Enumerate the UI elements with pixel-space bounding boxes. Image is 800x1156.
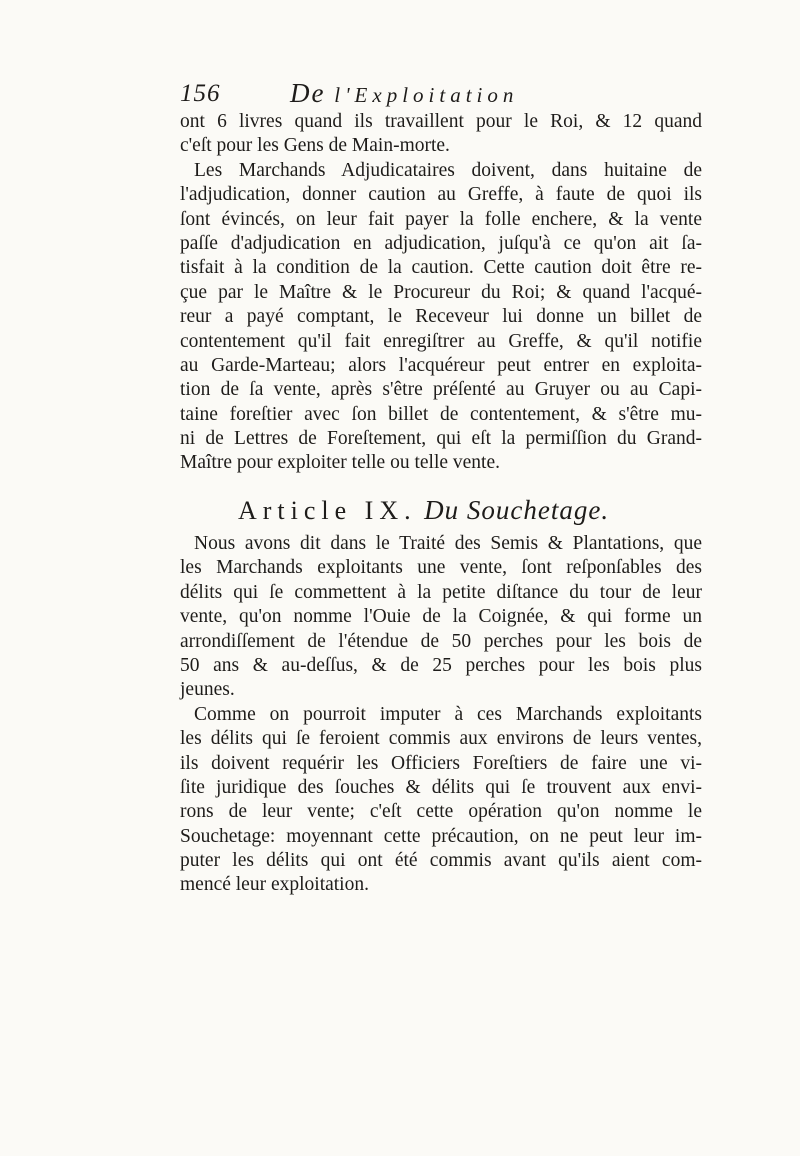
running-title-de: De	[290, 78, 326, 108]
article-label: Article IX.	[238, 496, 417, 525]
text-line: Maître pour exploiter telle ou telle vente.	[180, 452, 501, 474]
text-line: çue par le Maître & le Procureur du Roi; & quand l'acqué-	[180, 281, 702, 303]
text-line: délits qui ſe commettent à la petite diſtance du tour de leur	[180, 581, 702, 603]
text-line: arrondiſſement de l'étendue de 50 perches pour les bois de	[180, 630, 702, 652]
running-title-rest: l'Exploitation	[334, 83, 519, 107]
text-line: ont 6 livres quand ils travaillent pour le Roi, & 12 quand	[180, 111, 702, 132]
text-line: au Garde-Marteau; alors l'acquéreur peut entrer en exploita-	[180, 354, 702, 376]
text-line: tion de ſa vente, après s'être préſenté au Gruyer ou au Capi-	[180, 379, 702, 401]
running-title	[290, 78, 518, 109]
text-line: l'adjudication, donner caution au Greffe, à faute de quoi ils	[180, 184, 702, 206]
paragraph-1	[180, 110, 702, 476]
text-line: reur a payé comptant, le Receveur lui donne un billet de	[180, 306, 702, 328]
text-line: jeunes.	[180, 679, 235, 701]
text-line: Comme on pourroit imputer à ces Marchands exploitants	[194, 703, 702, 725]
text-line: ſite juridique des ſouches & délits qui ſe trouvent aux envi-	[180, 776, 702, 798]
text-line: vente, qu'on nomme l'Ouie de la Coignée, & qui forme un	[180, 606, 702, 628]
text-line: les Marchands exploitants une vente, ſont reſponſables des	[180, 557, 702, 579]
text-line: les délits qui ſe feroient commis aux environs de leurs ventes,	[180, 728, 702, 750]
text-line: mencé leur exploitation.	[180, 874, 369, 896]
text-line: contentement qu'il fait enregiſtrer au Greffe, & qu'il notifie	[180, 330, 702, 352]
running-header	[180, 78, 700, 112]
text-line: ni de Lettres de Foreſtement, qui eſt la permiſſion du Grand-	[180, 428, 702, 450]
text-line: ſont évincés, on leur fait payer la folle enchere, & la vente	[180, 208, 702, 230]
paragraph-2-3	[180, 532, 702, 898]
text-line: tisfait à la condition de la caution. Cette caution doit être re-	[180, 257, 702, 279]
text-line: rons de leur vente; c'eſt cette opération qu'on nomme le	[180, 801, 702, 823]
text-line: puter les délits qui ont été commis avant qu'ils aient com-	[180, 850, 702, 872]
text-line: Souchetage: moyennant cette précaution, on ne peut leur im-	[180, 825, 702, 847]
page-number: 156	[180, 80, 221, 107]
text-line: Les Marchands Adjudicataires doivent, dans huitaine de	[194, 159, 702, 181]
article-title: Du Souchetage.	[424, 495, 610, 525]
article-heading	[238, 495, 609, 526]
text-line: Nous avons dit dans le Traité des Semis & Plantations, que	[194, 533, 702, 554]
text-line: taine foreſtier avec ſon billet de contentement, & s'être mu-	[180, 403, 702, 425]
text-line: c'eſt pour les Gens de Main-morte.	[180, 135, 450, 157]
text-line: ils doivent requérir les Officiers Foreſtiers de faire une vi-	[180, 752, 702, 774]
text-line: paſſe d'adjudication en adjudication, juſqu'à ce qu'on ait ſa-	[180, 232, 702, 254]
text-line: 50 ans & au-deſſus, & de 25 perches pour les bois plus	[180, 654, 702, 676]
